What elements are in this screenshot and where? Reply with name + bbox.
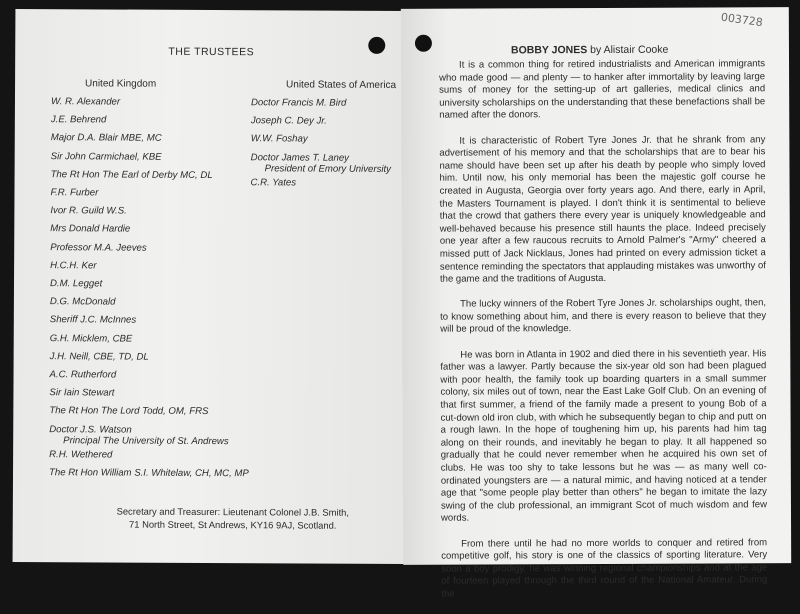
trustee-name: D.G. McDonald bbox=[49, 296, 116, 308]
trustee-name: Professor M.A. Jeeves bbox=[50, 241, 147, 254]
trustee-name: J.E. Behrend bbox=[50, 114, 107, 126]
trustee-name-text: Doctor James T. Laney bbox=[250, 151, 350, 164]
uk-heading: United Kingdom bbox=[85, 78, 157, 90]
trustee-name: W. R. Alexander bbox=[50, 96, 121, 108]
trustee-name: Mrs Donald Hardie bbox=[50, 223, 131, 236]
trustee-name: Sheriff J.C. McInnes bbox=[49, 314, 137, 327]
trustee-name bbox=[49, 421, 249, 447]
byline: by Alistair Cooke bbox=[590, 43, 669, 57]
trustees-title: THE TRUSTEES bbox=[168, 45, 255, 59]
trustee-name: Ivor R. Guild W.S. bbox=[50, 205, 127, 217]
trustee-subtitle: Principal The University of St. Andrews bbox=[63, 435, 229, 447]
left-page bbox=[13, 9, 408, 564]
secretary-address bbox=[73, 504, 393, 532]
right-page bbox=[401, 7, 791, 600]
trustee-name: The Rt Hon William S.I. Whitelaw, CH, MC, MP bbox=[48, 467, 249, 480]
article-paragraph: He was born in Atlanta in 1902 and died there in his seventieth year. His father was a lawyer. Partly because the six-year old son had been plagued with poor health, the family took up boarding quarters in a small summer colony, six miles out of town, near the East Lake Golf Club. On an evening of that first summer, a friend of the family made a present to young Bob of a cut-down old iron club, with which he subsequently began to chip and putt on a rough lawn. In the hope of toughening him up, his parents had him tag along on their rounds, and inevitably he began to play. It all happened so gradually that he could never remember when he acquired his own set of clubs. He was too shy to take lessons but he was — as many well co-ordinated youngsters are — a natural mimic, and having noticed at a tender age that "some people play better than others" he began to imitate the lazy swing of the club professional, an immigrant Scot of much wisdom and few words. bbox=[440, 347, 767, 525]
secretary-line: Secretary and Treasurer: Lieutenant Colonel J.B. Smith, bbox=[116, 505, 350, 518]
trustee-name: The Rt Hon The Earl of Derby MC, DL bbox=[50, 168, 213, 181]
trustee-name: Sir John Carmichael, KBE bbox=[50, 150, 162, 163]
trustee-name: J.H. Neill, CBE, TD, DL bbox=[49, 351, 149, 363]
trustee-name: Doctor Francis M. Bird bbox=[250, 97, 347, 109]
trustee-name: F.R. Furber bbox=[50, 187, 99, 199]
trustee-name: R.H. Wethered bbox=[49, 449, 113, 461]
trustee-name: Joseph C. Dey Jr. bbox=[250, 115, 327, 127]
uk-trustee-list bbox=[49, 93, 251, 483]
article-paragraph: From there until he had no more worlds to conquer and retired from competitive golf, his story is one of the classics of sporting literature. Very soon a boy prodigy, he was winning regional championships and at the age of fourteen played through the third round of the National Amateur. During the bbox=[441, 536, 768, 600]
trustee-name: The Rt Hon The Lord Todd, OM, FRS bbox=[49, 405, 209, 418]
trustee-name: D.M. Legget bbox=[49, 278, 103, 290]
article-title-text: BOBBY JONES bbox=[510, 44, 588, 57]
trustee-name: G.H. Micklem, CBE bbox=[49, 332, 133, 345]
address-line: 71 North Street, St Andrews, KY16 9AJ, Scotland. bbox=[129, 518, 337, 531]
trustee-name: Major D.A. Blair MBE, MC bbox=[50, 132, 162, 145]
trustee-name: A.C. Rutherford bbox=[49, 369, 117, 381]
article-paragraph: It is characteristic of Robert Tyre Jones Jr. that he shrank from any advertisement of his memory and that the scholarships that are to bear his name should have been set up after his death by people who simply loved him. Until now, his only memorial has been the majestic golf course he created in Augusta, Georgia over forty years ago. And there, early in April, the Masters Tournament is played. I don't think it is sentimental to believe that the crowd that gathers there every year is uniquely knowledgeable and well-behaved because his presence still haunts the place. Indeed precisely one year after a few raucous recruits to Arnold Palmer's "Army" cheered a missed putt of Jack Nicklaus, Jones had printed on every admission ticket a sentence reminding the spectators that applauding mistakes was unworthy of the game and the traditions of Augusta. bbox=[439, 133, 766, 285]
trustee-subtitle: President of Emory University bbox=[264, 163, 392, 175]
trustee-name: Sir Iain Stewart bbox=[49, 387, 115, 399]
trustee-name: W.W. Foshay bbox=[250, 133, 308, 145]
article-paragraph: It is a common thing for retired industrialists and American immigrants who made good — and plenty — to hanker after immortality by leaving large sums of money for the setting-up of art galleries, medical clinics and university scholarships on the understanding that these benefactions shall be named after the donors. bbox=[439, 58, 766, 122]
us-heading: United States of America bbox=[286, 79, 397, 91]
trustee-name: H.C.H. Ker bbox=[50, 259, 97, 272]
handwritten-number: 003728 bbox=[720, 10, 764, 30]
us-trustee-list bbox=[250, 94, 391, 193]
trustee-name bbox=[251, 149, 391, 175]
article-paragraph: The lucky winners of the Robert Tyre Jones Jr. scholarships ought, then, to know something about him, and there is every reason to believe that they will be proud of the knowledge. bbox=[440, 297, 767, 336]
trustee-name-text: Doctor J.S. Watson bbox=[49, 423, 132, 436]
article-title bbox=[511, 44, 668, 57]
trustee-name: C.R. Yates bbox=[250, 177, 297, 189]
binder-hole bbox=[415, 35, 432, 52]
article-body bbox=[439, 58, 767, 614]
